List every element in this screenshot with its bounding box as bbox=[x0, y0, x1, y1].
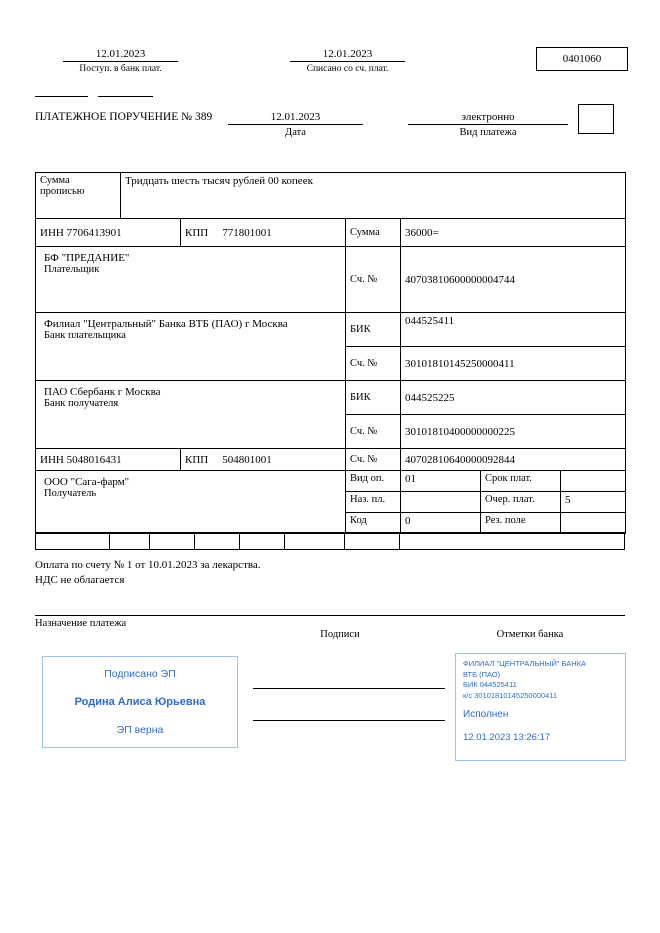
payment-order-table bbox=[35, 172, 626, 534]
received-date-field bbox=[63, 48, 178, 74]
bank-stamp bbox=[455, 653, 626, 761]
doc-date: 12.01.2023 bbox=[228, 111, 363, 125]
amount-label: Сумма bbox=[346, 219, 401, 247]
pay-term-value bbox=[561, 471, 626, 492]
payment-kind-field bbox=[408, 111, 568, 138]
payer-inn: ИНН 7706413901 bbox=[36, 219, 181, 247]
debited-date: 12.01.2023 bbox=[290, 48, 405, 62]
bank-stamp-corr-account: к/с 30101810145250000411 bbox=[463, 690, 558, 700]
priority-label: Очер. плат. bbox=[481, 492, 561, 513]
payer-bank-cell bbox=[36, 313, 346, 381]
reserve-value bbox=[561, 513, 626, 534]
budget-field-cell bbox=[400, 532, 625, 550]
form-code-box bbox=[536, 47, 628, 71]
purpose-code-label: Наз. пл. bbox=[346, 492, 401, 513]
payee-label: Получатель bbox=[44, 488, 97, 499]
signatures-label: Подписи bbox=[320, 629, 360, 640]
payer-name: БФ "ПРЕДАНИЕ" bbox=[44, 252, 130, 264]
purpose-line-2: НДС не облагается bbox=[35, 573, 125, 586]
budget-field-cell bbox=[195, 532, 240, 550]
payee-name: ООО "Сага-фарм" bbox=[44, 476, 130, 488]
bank-marks-label: Отметки банка bbox=[496, 629, 564, 640]
signature-line-2 bbox=[253, 720, 445, 721]
doc-date-field bbox=[228, 111, 363, 138]
bank-stamp-datetime: 12.01.2023 13:26:17 bbox=[463, 732, 551, 743]
payer-kpp-label: КПП bbox=[185, 226, 209, 239]
op-kind-value: 01 bbox=[401, 471, 481, 492]
payee-account: 40702810640000092844 bbox=[401, 449, 626, 471]
amount-value: 36000= bbox=[401, 219, 626, 247]
amount-words: Тридцать шесть тысяч рублей 00 копеек bbox=[121, 173, 626, 219]
budget-field-cell bbox=[150, 532, 195, 550]
debited-date-label: Списано со сч. плат. bbox=[306, 64, 389, 74]
payee-bank-bik-label: БИК bbox=[346, 381, 401, 415]
payer-bank-name: Филиал "Центральный" Банка ВТБ (ПАО) г Москва bbox=[44, 318, 288, 330]
payee-kpp-value: 504801001 bbox=[222, 453, 272, 466]
payee-kpp bbox=[181, 449, 346, 471]
budget-field-cell bbox=[285, 532, 345, 550]
payee-bank-account-label: Сч. № bbox=[346, 415, 401, 449]
purpose-line-1: Оплата по счету № 1 от 10.01.2023 за лекарства. bbox=[35, 559, 261, 571]
pay-term-label: Срок плат. bbox=[481, 471, 561, 492]
payer-cell bbox=[36, 247, 346, 313]
field-line bbox=[98, 96, 153, 97]
document-title: ПЛАТЕЖНОЕ ПОРУЧЕНИЕ № 389 bbox=[35, 111, 213, 123]
priority-value: 5 bbox=[561, 492, 626, 513]
received-date-label: Поступ. в банк плат. bbox=[79, 64, 162, 74]
esignature-line1: Подписано ЭП bbox=[104, 668, 176, 680]
payer-account: 40703810600000004744 bbox=[401, 247, 626, 313]
payee-bank-label: Банк получателя bbox=[44, 398, 119, 409]
debited-date-field bbox=[290, 48, 405, 74]
esignature-stamp bbox=[42, 656, 238, 748]
payment-type-box bbox=[578, 104, 614, 134]
field-line bbox=[35, 96, 88, 97]
form-code: 0401060 bbox=[562, 53, 602, 65]
budget-field-cell bbox=[110, 532, 150, 550]
payer-kpp bbox=[181, 219, 346, 247]
payer-label: Плательщик bbox=[44, 264, 100, 275]
payment-kind-label: Вид платежа bbox=[459, 127, 517, 138]
bank-stamp-line2: ВТБ (ПАО) bbox=[463, 669, 501, 679]
purpose-underline bbox=[35, 615, 625, 616]
esignature-line3: ЭП верна bbox=[116, 724, 164, 736]
payee-bank-bik: 044525225 bbox=[401, 381, 626, 415]
payee-inn: ИНН 5048016431 bbox=[36, 449, 181, 471]
budget-fields-row bbox=[35, 532, 625, 550]
reserve-label: Рез. поле bbox=[481, 513, 561, 534]
bank-stamp-bik: БИК 044525411 bbox=[463, 680, 517, 689]
payee-account-label: Сч. № bbox=[346, 449, 401, 471]
payer-bank-bik: 044525411 bbox=[401, 313, 626, 347]
payee-cell bbox=[36, 471, 346, 534]
bank-stamp-line1: ФИЛИАЛ "ЦЕНТРАЛЬНЫЙ" БАНКА bbox=[463, 659, 587, 668]
payer-kpp-value: 771801001 bbox=[222, 226, 272, 239]
purpose-text bbox=[35, 558, 595, 588]
bank-stamp-status: Исполнен bbox=[463, 709, 509, 720]
payer-bank-label: Банк плательщика bbox=[44, 330, 126, 341]
code-value: 0 bbox=[401, 513, 481, 534]
budget-field-cell bbox=[35, 532, 110, 550]
code-label: Код bbox=[346, 513, 401, 534]
payee-bank-name: ПАО Сбербанк г Москва bbox=[44, 386, 161, 398]
payment-kind: электронно bbox=[408, 111, 568, 125]
purpose-code-value bbox=[401, 492, 481, 513]
budget-field-cell bbox=[240, 532, 285, 550]
esignature-signer-name: Родина Алиса Юрьевна bbox=[74, 696, 206, 708]
payer-bank-account: 30101810145250000411 bbox=[401, 347, 626, 381]
signature-line-1 bbox=[253, 688, 445, 689]
payer-bank-bik-label: БИК bbox=[346, 313, 401, 347]
received-date: 12.01.2023 bbox=[63, 48, 178, 62]
op-kind-label: Вид оп. bbox=[346, 471, 401, 492]
payee-bank-cell bbox=[36, 381, 346, 449]
payer-bank-account-label: Сч. № bbox=[346, 347, 401, 381]
payer-account-label: Сч. № bbox=[346, 247, 401, 313]
payee-kpp-label: КПП bbox=[185, 453, 209, 466]
amount-words-label: Сумма прописью bbox=[36, 173, 121, 219]
purpose-label: Назначение платежа bbox=[35, 618, 127, 629]
doc-date-label: Дата bbox=[285, 127, 306, 138]
payee-bank-account: 30101810400000000225 bbox=[401, 415, 626, 449]
budget-field-cell bbox=[345, 532, 400, 550]
